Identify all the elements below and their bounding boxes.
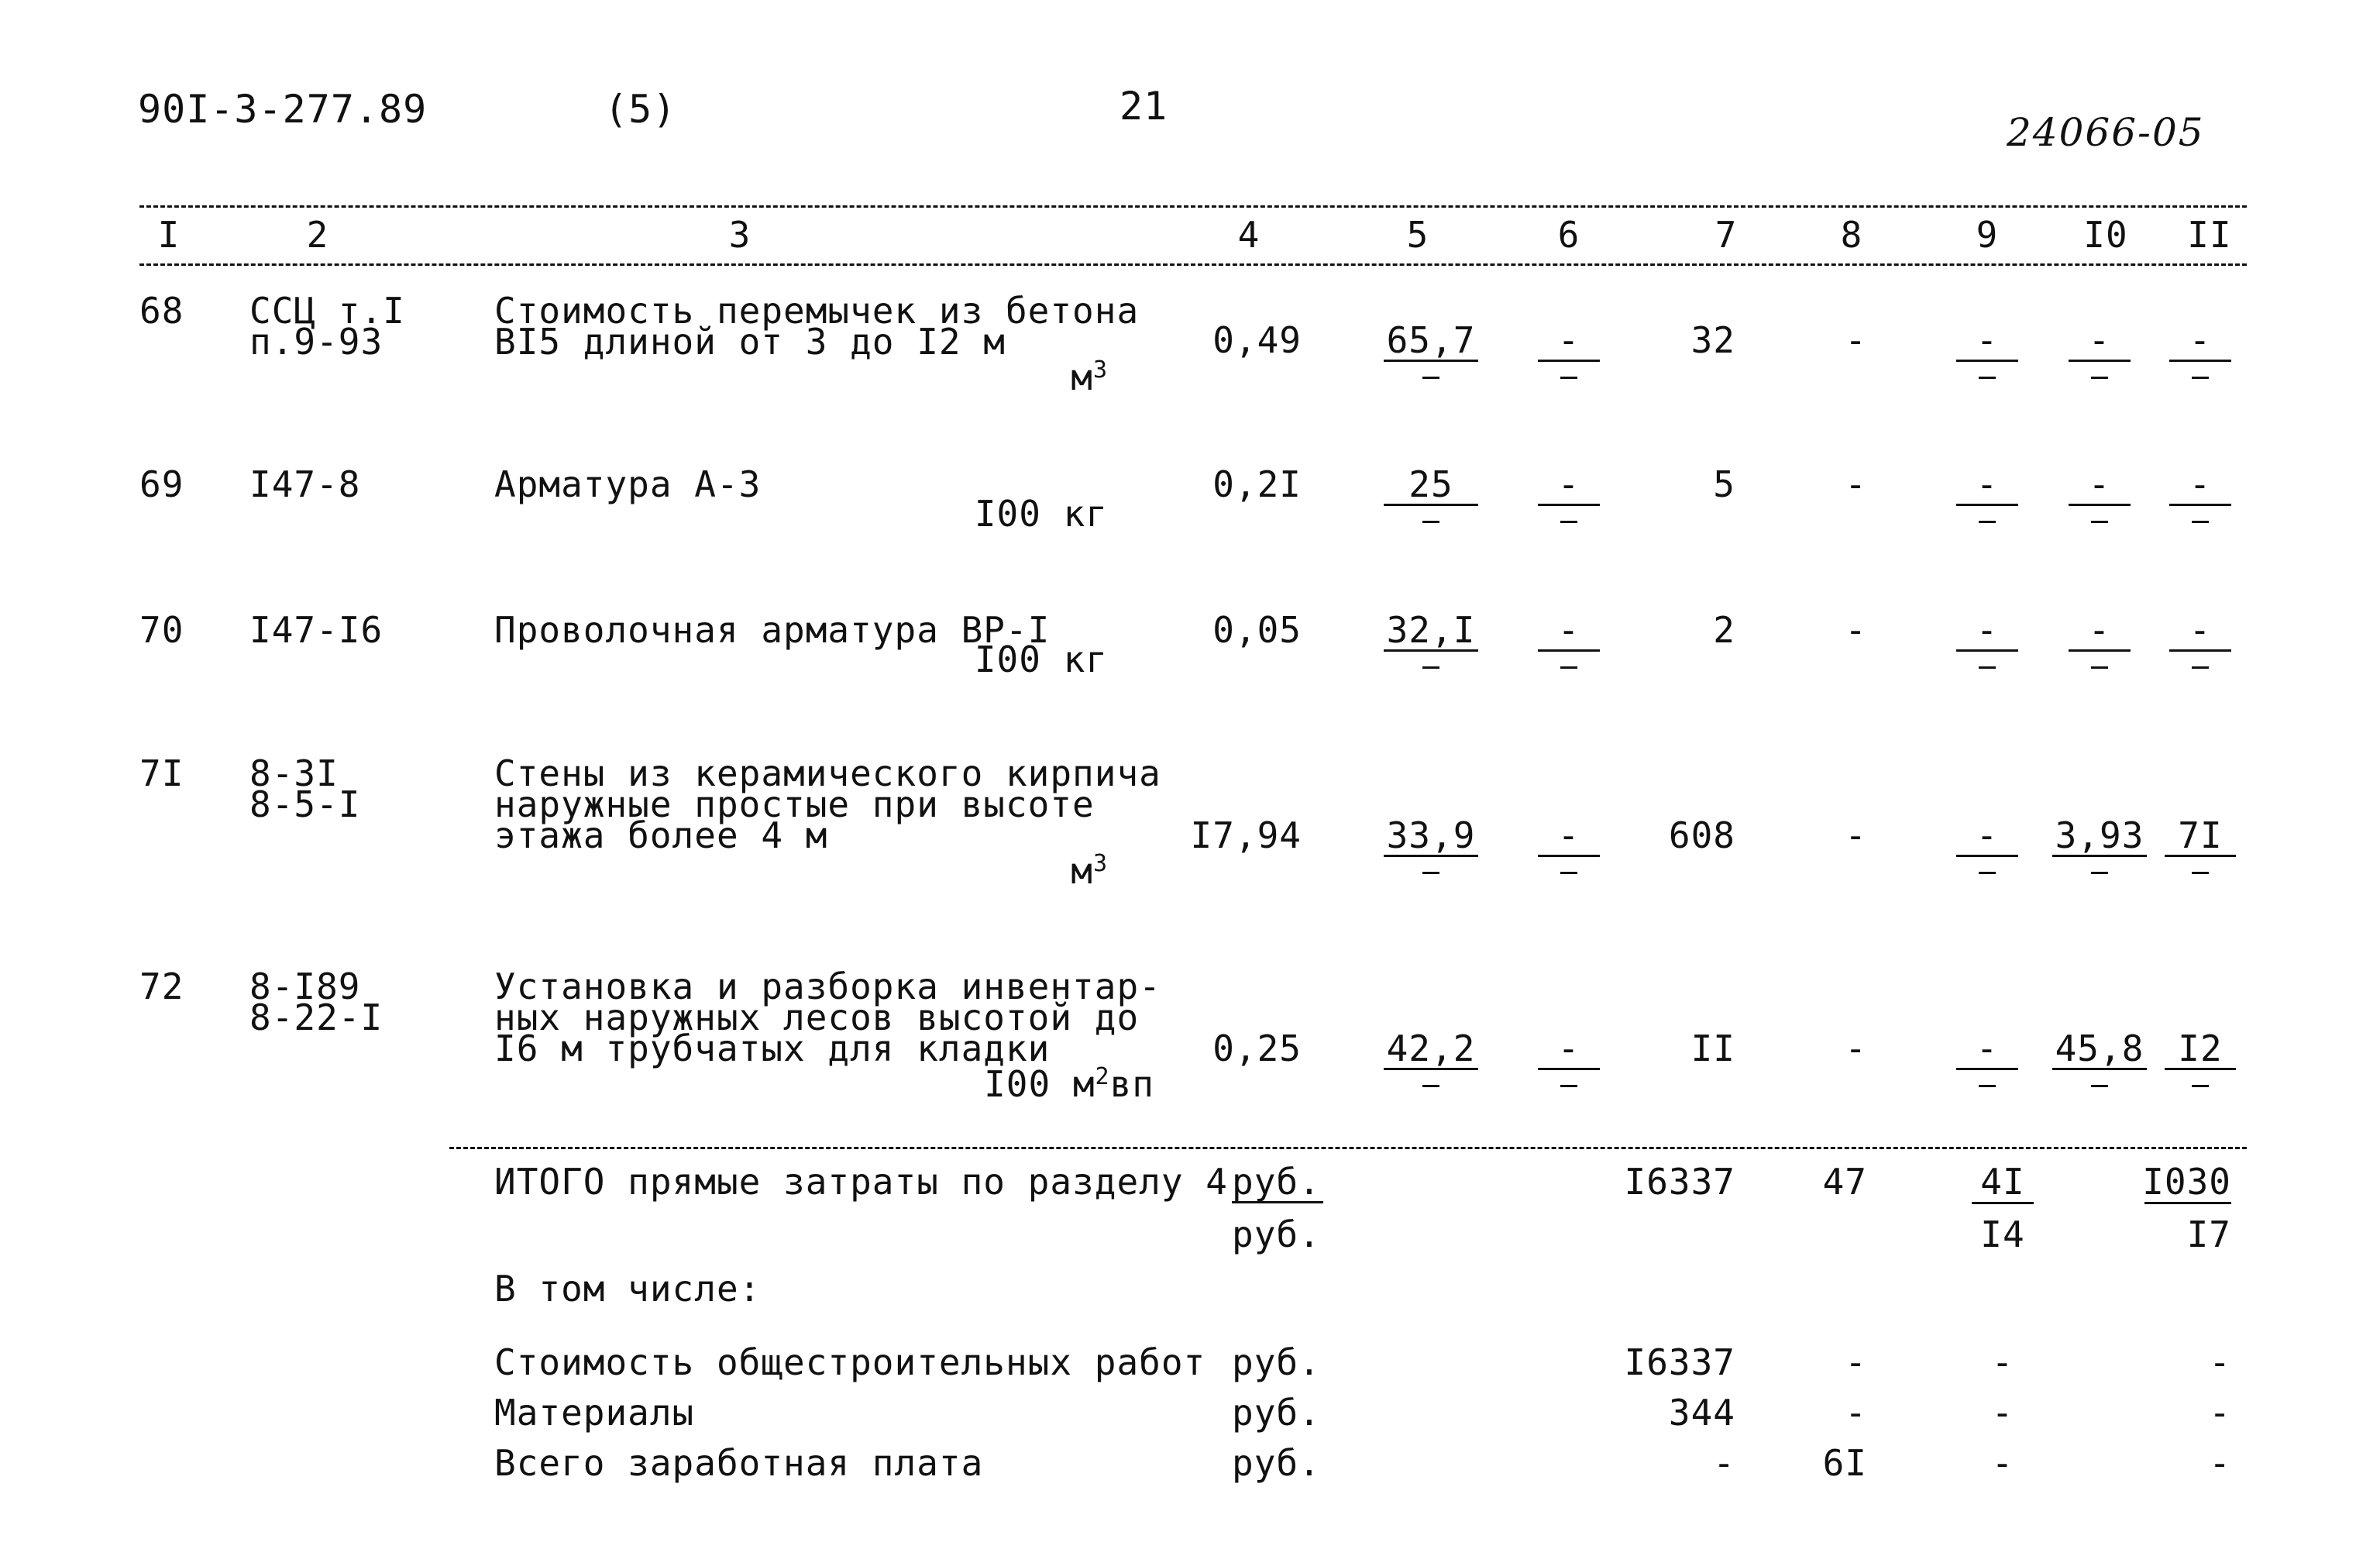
row-c10: -: [2088, 609, 2111, 651]
including-line-label: Стоимость общестроительных работ: [494, 1341, 1206, 1383]
row-c5: 65,7: [1386, 319, 1476, 361]
row-c9-denominator: [1979, 521, 1996, 523]
row-c10-denominator: [2091, 521, 2108, 523]
row-c5-denominator: [1422, 377, 1439, 379]
row-description: Установка и разборка инвентар-: [494, 966, 1161, 1007]
row-c5-denominator: [1422, 666, 1439, 669]
totals-c9-top: 4I: [1980, 1161, 2025, 1203]
row-c11-denominator: [2192, 872, 2209, 874]
row-unit: $м^3$: [1071, 850, 1108, 892]
row-quantity: I7,94: [1190, 814, 1302, 856]
row-number: 72: [139, 966, 184, 1007]
row-number: 7I: [139, 752, 184, 794]
totals-unit-1: руб.: [1232, 1161, 1321, 1203]
totals-c9-bottom: I4: [1980, 1213, 2025, 1255]
row-c10-rule: [2052, 855, 2147, 857]
column-header-7: 7: [1714, 214, 1738, 256]
row-c9-denominator: [1979, 1085, 1996, 1087]
row-c6-rule: [1538, 360, 1600, 362]
row-c6: -: [1557, 463, 1580, 505]
row-c5: 42,2: [1386, 1028, 1476, 1069]
row-number: 70: [139, 609, 184, 651]
row-c11: I2: [2178, 1028, 2223, 1069]
including-line-c7: I6337: [1624, 1341, 1735, 1383]
row-c5-denominator: [1422, 521, 1439, 523]
row-c5-rule: [1384, 504, 1478, 506]
row-c11: -: [2189, 463, 2212, 505]
row-c11-rule: [2165, 1068, 2236, 1070]
totals-c8: 47: [1822, 1161, 1867, 1203]
row-c6-denominator: [1560, 872, 1577, 874]
row-c6-rule: [1538, 1068, 1600, 1070]
row-c10-denominator: [2091, 377, 2108, 379]
page-number: 21: [1119, 84, 1168, 129]
row-c9: -: [1976, 463, 1999, 505]
row-c10-denominator: [2091, 1085, 2108, 1087]
header-top-rule: [139, 205, 2247, 208]
row-description: Проволочная арматура ВР-I: [494, 609, 1051, 651]
column-header-8: 8: [1840, 214, 1863, 256]
row-c5: 33,9: [1386, 814, 1476, 856]
row-c9-denominator: [1979, 872, 1996, 874]
column-header-4: 4: [1237, 214, 1261, 256]
row-code: I47-I6: [249, 609, 383, 651]
row-c9: -: [1976, 609, 1999, 651]
row-c8: -: [1845, 609, 1867, 651]
column-header-9: 9: [1976, 214, 1999, 256]
row-c11-denominator: [2192, 666, 2209, 669]
row-description: этажа более 4 м: [494, 814, 828, 856]
column-header-3: 3: [728, 214, 751, 256]
row-c6-denominator: [1560, 1085, 1577, 1087]
row-unit: $м^3$: [1071, 356, 1108, 398]
row-c7: 32: [1690, 319, 1735, 361]
including-line-c8: 6I: [1822, 1442, 1867, 1484]
row-description: наружные простые при высоте: [494, 783, 1095, 825]
row-c5-rule: [1384, 649, 1478, 652]
row-c9-denominator: [1979, 666, 1996, 669]
row-c10-denominator: [2091, 872, 2108, 874]
row-c5-rule: [1384, 1068, 1478, 1070]
part-number: (5): [604, 87, 677, 132]
row-c7: 608: [1668, 814, 1735, 856]
row-code: 8-5-I: [249, 783, 361, 825]
row-c9-rule: [1956, 1068, 2018, 1070]
row-c6: -: [1557, 1028, 1580, 1069]
row-quantity: 0,05: [1212, 609, 1302, 651]
row-c6-denominator: [1560, 521, 1577, 523]
row-c9-denominator: [1979, 377, 1996, 379]
row-c7: II: [1690, 1028, 1735, 1069]
row-c10-denominator: [2091, 666, 2108, 669]
row-c9-rule: [1956, 360, 2018, 362]
row-c9: -: [1976, 814, 1999, 856]
totals-c11-bottom: I7: [2186, 1213, 2231, 1255]
row-c7: 5: [1713, 463, 1735, 505]
totals-label: ИТОГО прямые затраты по разделу 4: [494, 1161, 1228, 1203]
row-c8: -: [1845, 319, 1867, 361]
row-c6-rule: [1538, 649, 1600, 652]
row-unit: I00 кг: [974, 493, 1108, 535]
row-c11-denominator: [2192, 377, 2209, 379]
document-code: 90I-3-277.89: [138, 87, 428, 132]
row-c11-rule: [2169, 360, 2231, 362]
including-label: В том числе:: [494, 1268, 762, 1310]
totals-c9-rule: [1972, 1202, 2034, 1204]
row-c6: -: [1557, 814, 1580, 856]
totals-c11-top: I030: [2142, 1161, 2231, 1203]
row-description: Арматура А-3: [494, 463, 762, 505]
row-c10-rule: [2069, 360, 2131, 362]
row-c5-denominator: [1422, 1085, 1439, 1087]
row-c6-denominator: [1560, 666, 1577, 669]
totals-c7: I6337: [1624, 1161, 1735, 1203]
row-description: Стены из керамического кирпича: [494, 752, 1161, 794]
row-c5-rule: [1384, 360, 1478, 362]
row-c8: -: [1845, 1028, 1867, 1069]
row-c8: -: [1845, 463, 1867, 505]
including-line-c9: -: [1991, 1392, 2014, 1434]
row-code: 8-22-I: [249, 997, 383, 1038]
including-line-c7: 344: [1668, 1392, 1735, 1434]
including-line-c11: -: [2209, 1392, 2231, 1434]
including-line-c11: -: [2209, 1341, 2231, 1383]
row-c5: 32,I: [1386, 609, 1476, 651]
row-c10: -: [2088, 319, 2111, 361]
row-unit: I00 $м^2вп$: [984, 1063, 1154, 1105]
row-c6-rule: [1538, 855, 1600, 857]
row-c6-denominator: [1560, 377, 1577, 379]
row-unit: I00 кг: [974, 639, 1108, 680]
row-c7: 2: [1713, 609, 1735, 651]
including-line-c9: -: [1991, 1442, 2014, 1484]
including-line-c8: -: [1845, 1392, 1867, 1434]
row-c11-rule: [2165, 855, 2236, 857]
row-c5-rule: [1384, 855, 1478, 857]
row-c10-rule: [2052, 1068, 2147, 1070]
totals-rule: [449, 1147, 2247, 1149]
including-line-c11: -: [2209, 1442, 2231, 1484]
row-c6: -: [1557, 609, 1580, 651]
including-line-unit: руб.: [1232, 1392, 1321, 1434]
row-c11: 7I: [2178, 814, 2223, 856]
row-description: BI5 длиной от 3 до I2 м: [494, 321, 1006, 363]
including-line-c9: -: [1991, 1341, 2014, 1383]
column-header-5: 5: [1406, 214, 1429, 256]
row-c5: 25: [1408, 463, 1453, 505]
column-header-10: I0: [2083, 214, 2128, 256]
column-header-11: II: [2187, 214, 2232, 256]
row-code: 8-I89: [249, 966, 361, 1007]
row-c8: -: [1845, 814, 1867, 856]
row-code: 8-3I: [249, 752, 339, 794]
including-line-c8: -: [1845, 1341, 1867, 1383]
row-c11-rule: [2169, 649, 2231, 652]
row-c11-denominator: [2192, 521, 2209, 523]
totals-c11-rule: [2144, 1202, 2231, 1204]
column-header-1: I: [157, 214, 181, 256]
row-c9-rule: [1956, 504, 2018, 506]
row-number: 69: [139, 463, 184, 505]
row-code: п.9-93: [249, 321, 383, 363]
row-quantity: 0,25: [1212, 1028, 1302, 1069]
row-c11: -: [2189, 319, 2212, 361]
row-c5-denominator: [1422, 872, 1439, 874]
row-c10-rule: [2069, 649, 2131, 652]
row-c9-rule: [1956, 649, 2018, 652]
including-line-unit: руб.: [1232, 1341, 1321, 1383]
totals-unit-2: руб.: [1232, 1213, 1321, 1255]
row-c10: 45,8: [2055, 1028, 2144, 1069]
row-c6: -: [1557, 319, 1580, 361]
row-c10-rule: [2069, 504, 2131, 506]
row-code: I47-8: [249, 463, 361, 505]
row-c9: -: [1976, 1028, 1999, 1069]
row-c9: -: [1976, 319, 1999, 361]
row-code: ССЦ т.I: [249, 290, 405, 332]
row-quantity: 0,2I: [1212, 463, 1302, 505]
handwritten-stamp: 24066-05: [2007, 110, 2205, 155]
including-line-label: Материалы: [494, 1392, 695, 1434]
row-description: ных наружных лесов высотой до: [494, 997, 1140, 1038]
row-c10: -: [2088, 463, 2111, 505]
row-c11: -: [2189, 609, 2212, 651]
including-line-c7: -: [1713, 1442, 1735, 1484]
header-bottom-rule: [139, 263, 2247, 266]
including-line-unit: руб.: [1232, 1442, 1321, 1484]
row-c11-denominator: [2192, 1085, 2209, 1087]
column-header-2: 2: [306, 214, 329, 256]
row-c10: 3,93: [2055, 814, 2144, 856]
including-line-label: Всего заработная плата: [494, 1442, 984, 1484]
row-c6-rule: [1538, 504, 1600, 506]
row-description: I6 м трубчатых для кладки: [494, 1028, 1051, 1069]
row-c9-rule: [1956, 855, 2018, 857]
row-description: Стоимость перемычек из бетона: [494, 290, 1140, 332]
row-number: 68: [139, 290, 184, 332]
row-c11-rule: [2169, 504, 2231, 506]
totals-unit-underline: [1232, 1201, 1323, 1203]
column-header-6: 6: [1557, 214, 1580, 256]
row-quantity: 0,49: [1212, 319, 1302, 361]
